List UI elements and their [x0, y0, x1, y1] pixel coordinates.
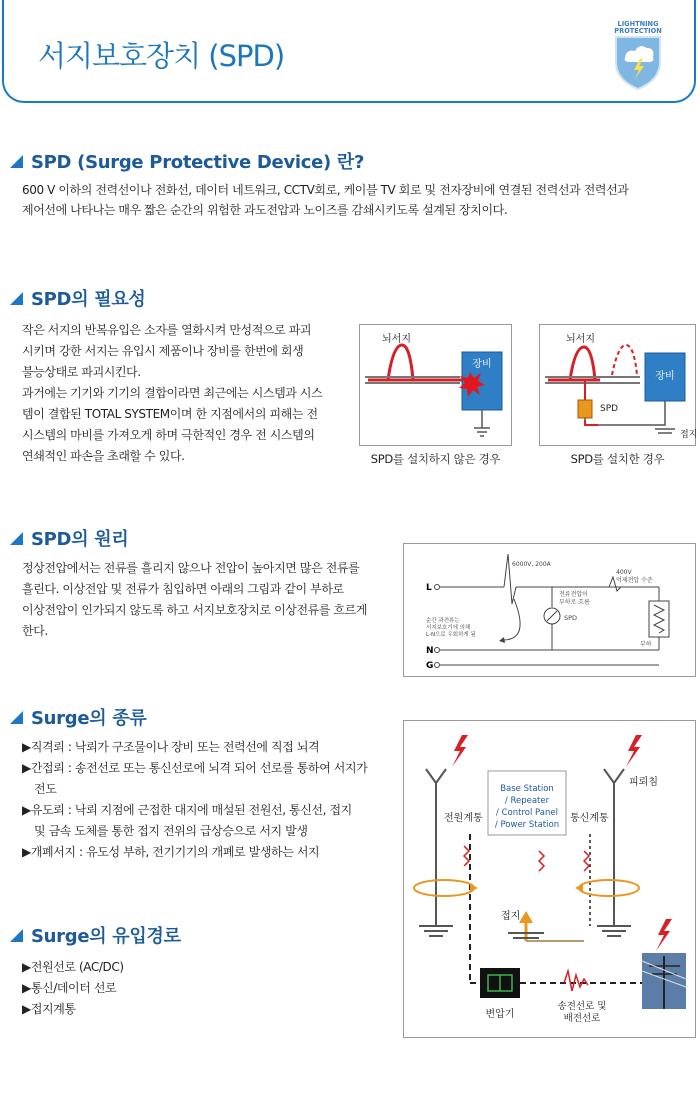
section-title-paths: Surge의 유입경로 [10, 922, 181, 948]
lightning-protection-badge [610, 18, 666, 90]
list-item: ▶유도뢰 : 낙뢰 지점에 근접한 대지에 매설된 전원선, 통신선, 접지 [22, 803, 352, 817]
box-line-2: / Repeater [504, 796, 550, 806]
triangle-icon [10, 532, 23, 545]
header-box [2, 0, 696, 103]
current-flow-2: 부하로 흐름 [559, 599, 590, 606]
lightning-icon [626, 735, 642, 767]
paths-list [22, 957, 124, 1020]
bypass-3: L-N으로 우회하게 됨 [426, 632, 476, 638]
section-title-what: SPD (Surge Protective Device) 란? [10, 148, 364, 174]
principle-paragraph: 정상전압에서는 전류를 흘리지 않으나 전압이 높아지면 많은 전류를 흘린다. 이상전압 및 전류가 침입하면 아래의 그림과 같이 부하로 이상전압이 인가되지 않도록 하고 서지보호장치로 이상전류를 흐르게 한다. [22, 561, 368, 638]
figure-no-spd [359, 324, 512, 446]
section-title-need: SPD의 필요성 [10, 285, 146, 311]
rod-label: 피뢰침 [629, 777, 658, 788]
box-line-3: / Control Panel [496, 808, 558, 818]
triangle-icon [10, 929, 23, 942]
triangle-icon [10, 711, 23, 724]
station-diagram [403, 720, 696, 1038]
section-title-principle: SPD의 원리 [10, 525, 128, 551]
ground-label: 접지 [680, 430, 697, 440]
list-item: ▶개폐서지 : 유도성 부하, 전기기기의 개폐로 발생하는 서지 [22, 845, 320, 859]
lightning-icon [656, 919, 672, 951]
power-label: 전원계통 [444, 813, 483, 824]
box-line-1: Base Station [500, 784, 554, 794]
figure-with-spd [539, 324, 696, 446]
comm-label: 통신계통 [570, 813, 609, 824]
spd-label: SPD [600, 404, 619, 414]
ground-label: 접지 [501, 911, 521, 922]
transformer-label: 변압기 [485, 1009, 515, 1020]
line-label-1: 송전선로 및 [557, 1001, 607, 1012]
device-label: 장비 [655, 371, 675, 382]
section-title-types: Surge의 종류 [10, 704, 146, 730]
list-item: ▶전원선로 (AC/DC) [22, 960, 124, 974]
caption-no-spd: SPD를 설치하지 않은 경우 [370, 452, 501, 466]
bypass-2: 서지보호기에 의해 [426, 625, 471, 631]
surge-label: 뇌서지 [382, 334, 411, 345]
limit-label: 억제전압 수준 [616, 577, 653, 584]
box-line-4: / Power Station [494, 820, 560, 830]
lightning-icon [452, 735, 468, 767]
what-paragraph: 600 V 이하의 전력선이나 전화선, 데이터 네트워크, CCTV회로, 케이블 TV 회로 및 전자장비에 연결된 전력선과 전력선과 제어선에 나타나는 매우 짧은 순간의 위험한 과도전압과 노이즈를 감쇄시키도록 설계된 장치이다. [22, 183, 629, 217]
list-item: ▶직격뢰 : 낙뢰가 구조물이나 장비 또는 전력선에 직접 뇌격 [22, 740, 320, 754]
label-G: G [426, 661, 434, 671]
list-item: ▶통신/데이터 선로 [22, 981, 117, 995]
list-item: 및 금속 도체를 통한 접지 전위의 급상승으로 서지 발생 [34, 824, 308, 838]
device-label: 장비 [472, 359, 492, 370]
list-item: ▶접지계통 [22, 1002, 76, 1016]
types-list [22, 737, 367, 863]
need-paragraph: 작은 서지의 반복유입은 소자를 열화시켜 만성적으로 파괴 시키며 강한 서지는 유입시 제품이나 장비를 한번에 회생 불능상태로 파괴시킨다. 과거에는 기기와 기기의 결합이라면 최근에는 시스템과 시스 템이 결합된 TOTAL SYSTEM이며 한 지점에서의 피해는 전 시스템의 마비를 가져오게 하며 극한적인 경우 전 시스템의 연쇄적인 파손을 초래할 수 있다. [22, 323, 323, 463]
surge-label: 뇌서지 [566, 334, 595, 345]
triangle-icon [10, 155, 23, 168]
line-label-2: 배전선로 [563, 1013, 601, 1024]
badge-text-2: PROTECTION [614, 27, 662, 35]
spd-label: SPD [564, 614, 578, 622]
badge-text-1: LIGHTNING [617, 20, 659, 28]
caption-with-spd: SPD를 설치한 경우 [570, 452, 665, 466]
triangle-icon [10, 292, 23, 305]
page-title: 서지보호장치 (SPD) [38, 39, 285, 73]
load-label: 부하 [640, 641, 652, 648]
list-item: 전도 [34, 782, 57, 796]
label-N: N [426, 646, 434, 656]
current-flow-1: 전류전압이 [559, 591, 588, 598]
principle-diagram [403, 543, 696, 677]
limit-value: 400V [616, 569, 632, 576]
bypass-1: 순간 과전류는 [426, 618, 460, 624]
list-item: ▶간접뢰 : 송전선로 또는 통신선로에 뇌격 되어 선로를 통하여 서지가 [22, 761, 368, 775]
surge-value: 6000V, 200A [512, 561, 551, 568]
label-L: L [426, 583, 432, 593]
